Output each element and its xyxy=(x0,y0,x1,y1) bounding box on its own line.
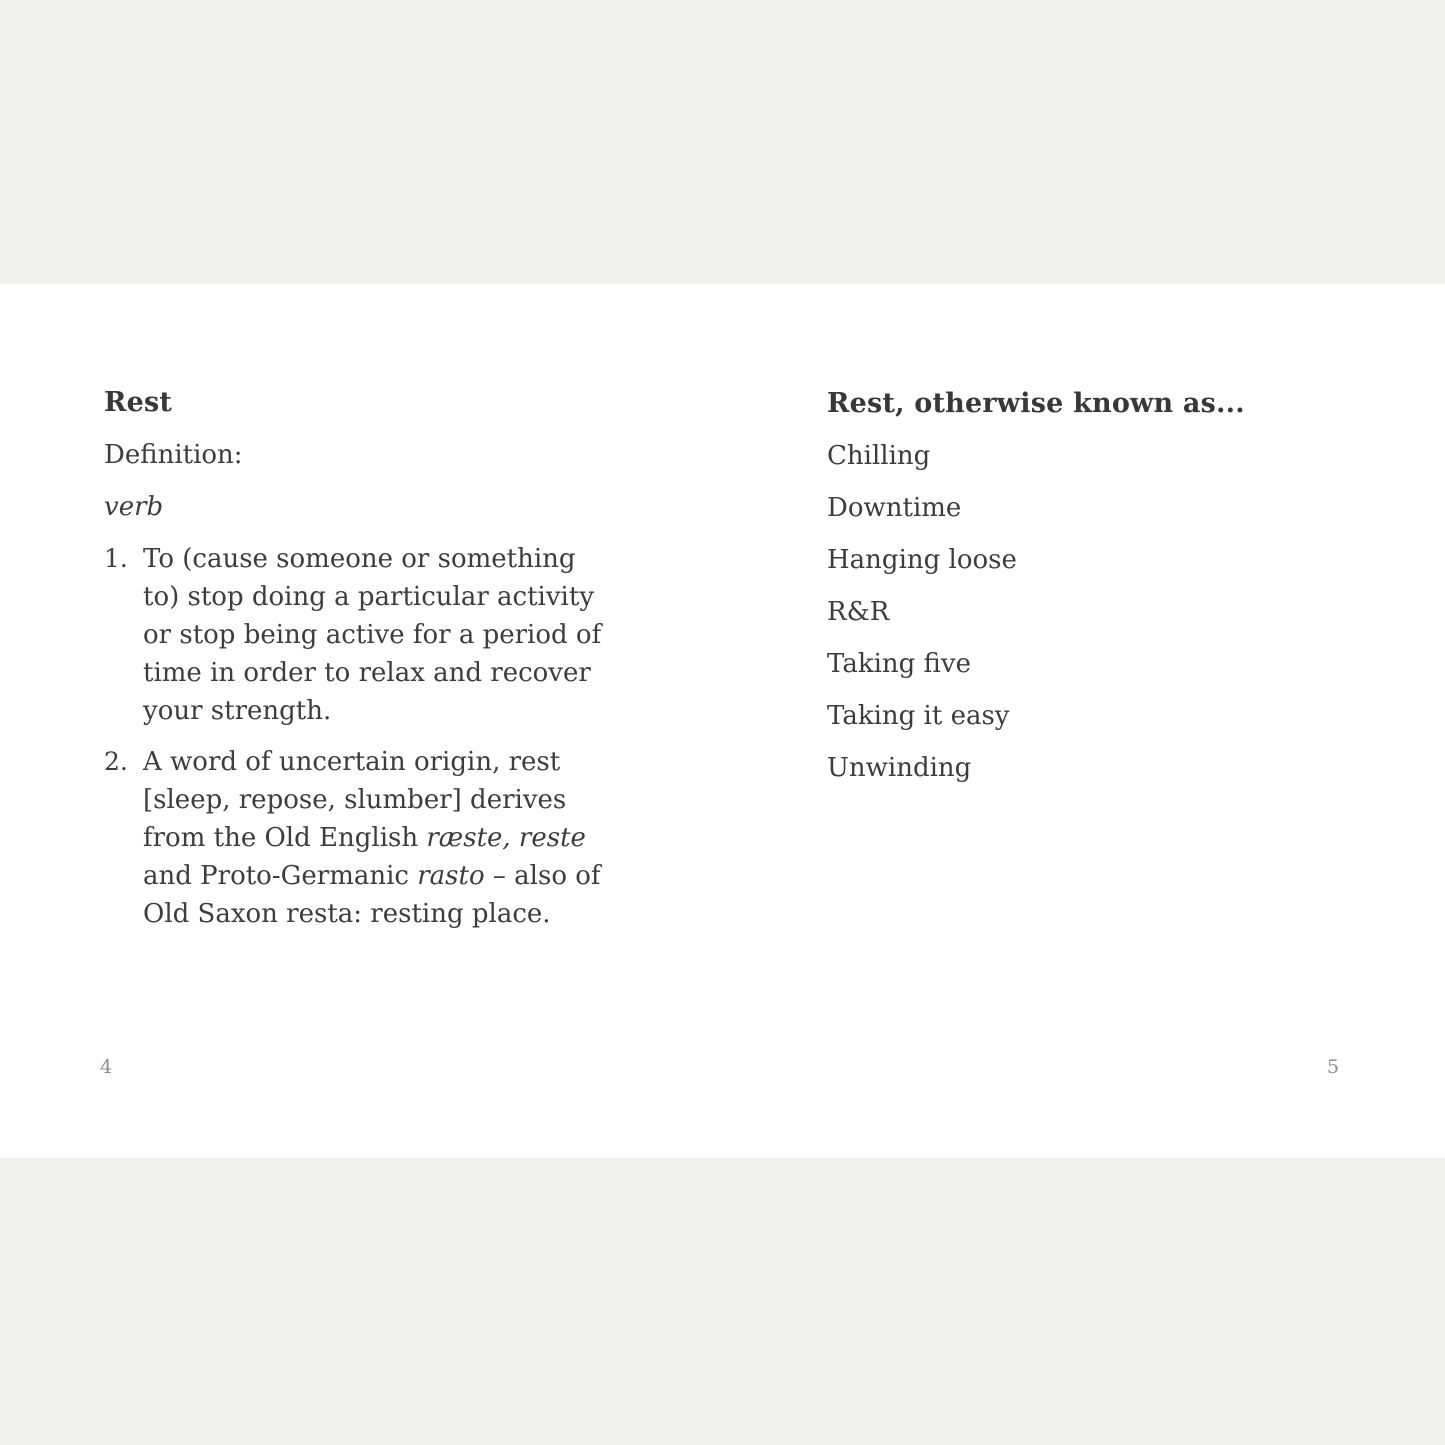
left-page xyxy=(104,384,614,946)
synonym-item: Hanging loose xyxy=(827,545,1017,575)
definition-label: Definition: xyxy=(104,440,243,470)
bottom-margin-band xyxy=(0,1158,1445,1445)
definition-text xyxy=(143,743,614,933)
right-page-heading: Rest, otherwise known as... xyxy=(827,388,1245,419)
right-page xyxy=(827,385,1247,801)
synonym-item: Taking it easy xyxy=(827,701,1010,731)
synonym-item: Unwinding xyxy=(827,753,972,783)
synonym-item: Downtime xyxy=(827,493,962,523)
left-page-heading: Rest xyxy=(104,387,173,418)
synonym-item: Chilling xyxy=(827,441,931,471)
definition-text-segment: and Proto-Germanic xyxy=(143,861,418,891)
top-margin-band xyxy=(0,0,1445,284)
definition-text-segment: A word of uncertain origin, rest [sleep, repose, slumber] derives from the Old English xyxy=(143,747,567,853)
definition-number: 2. xyxy=(104,747,128,776)
synonym-list xyxy=(827,437,1247,787)
page-number-left: 4 xyxy=(100,1056,113,1078)
definition-list xyxy=(104,540,614,933)
etymology-italic-term: rasto xyxy=(417,861,485,891)
definition-number: 1. xyxy=(104,544,128,573)
page-number-right: 5 xyxy=(1327,1056,1340,1078)
synonym-item: Taking five xyxy=(827,649,971,679)
definition-text-segment: – also of Old Saxon resta: resting place. xyxy=(143,861,601,929)
synonym-item: R&R xyxy=(827,597,890,627)
definition-text: To (cause someone or something to) stop doing a particular activity or stop being active for a period of time in order to relax and recover your strength. xyxy=(143,544,602,726)
etymology-italic-term: ræste, reste xyxy=(426,823,586,853)
definition-item-2 xyxy=(104,743,614,933)
part-of-speech: verb xyxy=(104,492,164,522)
definition-item-1 xyxy=(104,540,614,730)
